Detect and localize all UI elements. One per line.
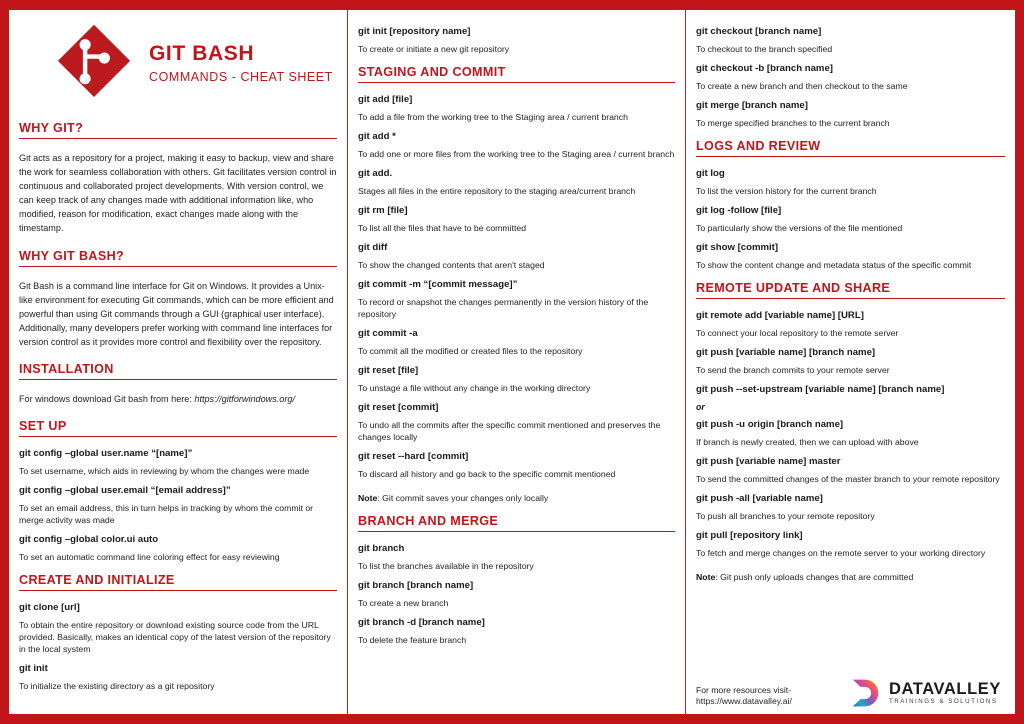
command-description: To create a new branch <box>358 597 449 608</box>
command-name: git branch <box>358 542 405 554</box>
command-name: git push [variable name] master <box>696 455 841 467</box>
command-name: git config –global color.ui auto <box>19 534 159 546</box>
command-name: git config –global user.email “[email address]” <box>19 485 231 497</box>
right-column <box>685 10 1015 714</box>
command-description: If branch is newly created, then we can upload with above <box>696 436 919 447</box>
command-description: To create a new branch and then checkout to the same <box>696 80 908 91</box>
section-heading-why-git: WHY GIT? <box>19 112 337 139</box>
command-name: git clone [url] <box>19 602 80 614</box>
note-text: : Git commit saves your changes only locally <box>377 492 549 503</box>
section-heading-logs-and-review: LOGS AND REVIEW <box>696 130 1005 157</box>
command-description: To list the version history for the current branch <box>696 185 877 196</box>
brand-text <box>149 38 333 84</box>
middle-column <box>347 10 685 714</box>
datavalley-wordmark <box>889 681 1001 706</box>
remote-note <box>696 560 1005 584</box>
command-name: git log -follow [file] <box>696 204 782 216</box>
command-name: git reset [file] <box>358 364 419 376</box>
command-name: git push -u origin [branch name] <box>696 418 844 430</box>
command-name: git init <box>19 663 48 675</box>
resources-line-1: For more resources visit- <box>696 684 792 695</box>
command-name: git commit -m “[commit message]” <box>358 278 518 290</box>
installation-prefix: For windows download Git bash from here: <box>19 394 195 405</box>
page-subtitle: COMMANDS - CHEAT SHEET <box>149 70 333 85</box>
logo-name: DATAVALLEY <box>888 679 1001 698</box>
command-description: To discard all history and go back to the specific commit mentioned <box>358 468 616 479</box>
command-description: To unstage a file without any change in the working directory <box>358 382 591 393</box>
command-name: git diff <box>358 241 388 253</box>
command-name: git config –global user.name “[name]” <box>19 448 193 460</box>
resources-url[interactable]: https://www.datavalley.ai/ <box>696 696 792 707</box>
datavalley-d-icon <box>848 678 882 708</box>
command-name: git branch [branch name] <box>358 579 474 591</box>
command-description: To merge specified branches to the current branch <box>696 117 890 128</box>
command-name: git reset --hard [commit] <box>358 450 469 462</box>
note-label: Note <box>358 492 378 503</box>
command-name: git branch -d [branch name] <box>358 616 485 628</box>
command-description: To set an automatic command line coloring effect for easy reviewing <box>19 552 280 563</box>
git-diamond-icon <box>57 24 131 98</box>
command-description: To undo all the commits after the specific commit mentioned and preserves the changes locally <box>358 419 661 442</box>
command-name: git add [file] <box>358 93 413 105</box>
command-name: git push [variable name] [branch name] <box>696 346 876 358</box>
command-name: git push --set-upstream [variable name] [branch name] <box>696 383 945 395</box>
command-description: To list the branches available in the repository <box>358 560 534 571</box>
command-description: Stages all files in the entire repository to the staging area/current branch <box>358 185 636 196</box>
logo-tagline: TRAININGS & SOLUTIONS <box>888 698 998 706</box>
command-name: git pull [repository link] <box>696 529 803 541</box>
command-name: git reset [commit] <box>358 401 439 413</box>
note-label: Note <box>696 571 716 582</box>
paragraph-why-git: Git acts as a repository for a project, making it easy to backup, view and share the work for seamless collaboration with others. Git facilitates version control in continuous and collaborated project developments. With version control, we can keep track of any changes made with additional information like, who modified, reason for modification, exact changes made along with the timestamp. <box>19 153 337 234</box>
command-description: To create or initiate a new git repository <box>358 43 510 54</box>
command-description: To push all branches to your remote repository <box>696 510 875 521</box>
command-name: git add * <box>358 130 396 142</box>
installation-url[interactable]: https://gitforwindows.org/ <box>194 394 295 405</box>
command-description: To fetch and merge changes on the remote server to your working directory <box>696 547 986 558</box>
footer <box>696 678 1005 714</box>
command-description: To add a file from the working tree to the Staging area / current branch <box>358 111 628 122</box>
section-heading-create-and-initialize: CREATE AND INITIALIZE <box>19 564 337 591</box>
command-description: To set username, which aids in reviewing by whom the changes were made <box>19 466 310 477</box>
section-heading-staging-and-commit: STAGING AND COMMIT <box>358 56 675 83</box>
staging-note <box>358 481 675 505</box>
command-name: git show [commit] <box>696 241 779 253</box>
command-description: To connect your local repository to the remote server <box>696 327 899 338</box>
command-description: To send the committed changes of the master branch to your remote repository <box>696 473 1000 484</box>
note-text: : Git push only uploads changes that are committed <box>715 571 914 582</box>
command-description: To list all the files that have to be committed <box>358 222 527 233</box>
or-separator: or <box>696 401 705 412</box>
command-description: To show the changed contents that aren't staged <box>358 259 545 270</box>
command-name: git checkout -b [branch name] <box>696 62 833 74</box>
command-description: To set an email address, this in turn helps in tracking by whom the commit or merge activity was made <box>19 503 314 526</box>
command-name: git add. <box>358 167 393 179</box>
command-description: To commit all the modified or created files to the repository <box>358 345 583 356</box>
page-inner <box>9 10 1015 714</box>
section-heading-installation: INSTALLATION <box>19 353 337 380</box>
command-description: To initialize the existing directory as a git repository <box>19 681 215 692</box>
section-heading-set-up: SET UP <box>19 410 337 437</box>
page-title: GIT BASH <box>149 41 255 65</box>
command-description: To particularly show the versions of the file mentioned <box>696 222 903 233</box>
datavalley-logo <box>848 678 1005 708</box>
command-name: git init [repository name] <box>358 26 471 37</box>
command-name: git log <box>696 167 725 179</box>
command-description: To checkout to the branch specified <box>696 43 833 54</box>
command-description: To record or snapshot the changes permanently in the version history of the repository <box>358 296 649 319</box>
resources-text <box>696 685 792 708</box>
command-name: git checkout [branch name] <box>696 26 822 37</box>
left-column <box>9 10 347 714</box>
brand-header <box>19 14 337 112</box>
section-heading-branch-and-merge: BRANCH AND MERGE <box>358 505 675 532</box>
installation-line <box>19 384 337 410</box>
command-name: git push -all [variable name] <box>696 492 823 504</box>
section-heading-remote-update-and-share: REMOTE UPDATE AND SHARE <box>696 272 1005 299</box>
command-name: git rm [file] <box>358 204 408 216</box>
command-description: To send the branch commits to your remote server <box>696 364 890 375</box>
command-name: git commit -a <box>358 327 418 339</box>
command-name: git merge [branch name] <box>696 99 808 111</box>
paragraph-why-git-bash: Git Bash is a command line interface for Git on Windows. It provides a Unix-like environment for executing Git commands, which can be more efficient and powerful than using Git commands through a GUI (graphical user interface). Additionally, many developers prefer working with command line interfaces for version control as it provides more control and flexibility over the repository. <box>19 280 334 347</box>
command-description: To delete the feature branch <box>358 634 467 645</box>
command-description: To show the content change and metadata status of the specific commit <box>696 259 972 270</box>
command-description: To obtain the entire repository or download existing source code from the URL provided. Basically, makes an identical copy of the latest version of the repository in the local system <box>19 620 331 655</box>
command-name: git remote add [variable name] [URL] <box>696 309 864 321</box>
command-description: To add one or more files from the working tree to the Staging area / current branch <box>358 148 675 159</box>
section-heading-why-git-bash: WHY GIT BASH? <box>19 240 337 267</box>
